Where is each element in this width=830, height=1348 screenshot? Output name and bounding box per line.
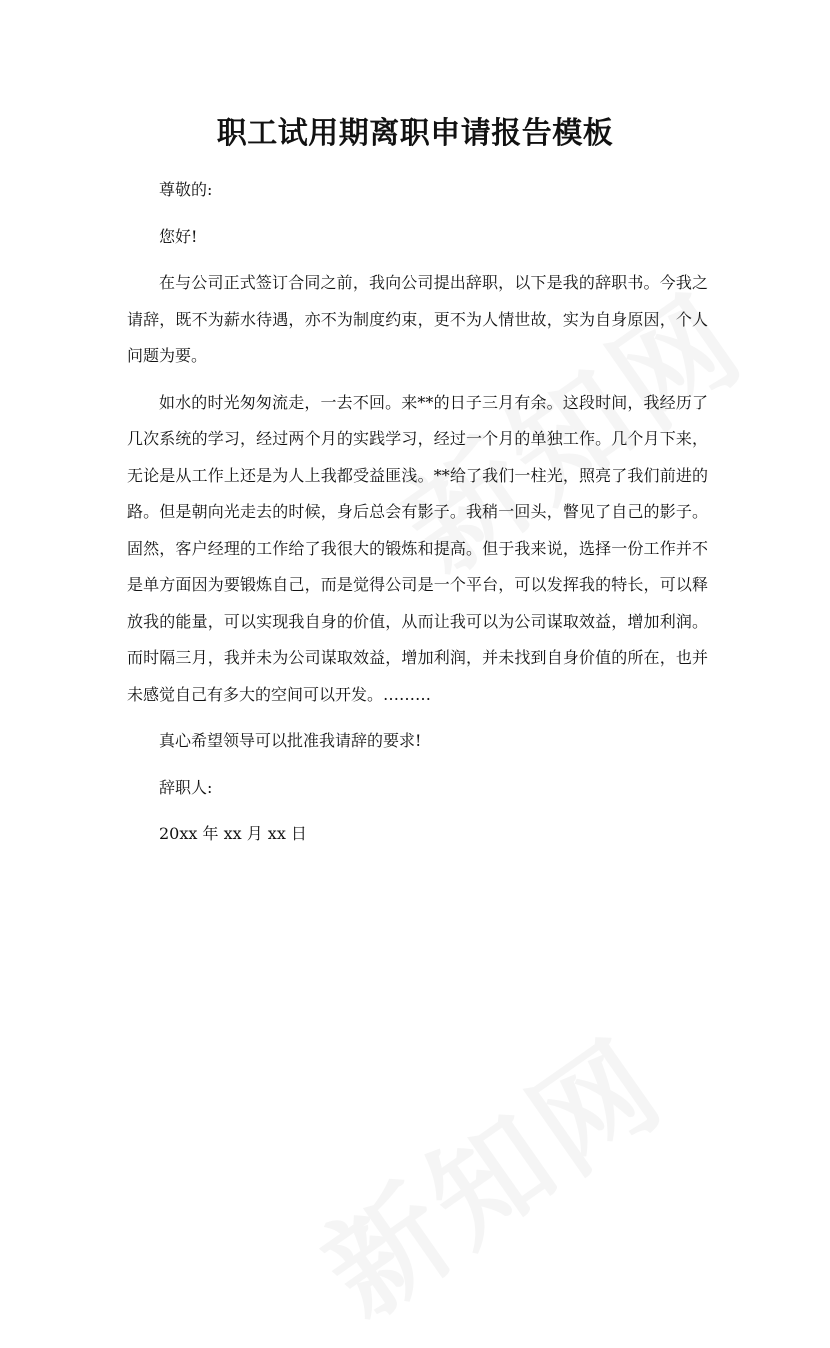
date-line: 20xx 年 xx 月 xx 日: [159, 824, 307, 843]
body-paragraph-1: 在与公司正式签订合同之前，我向公司提出辞职，以下是我的辞职书。今我之请辞，既不为薪水待遇，亦不为制度约束，更不为人情世故，实为自身原因，个人问题为要。: [127, 273, 708, 365]
watermark: [285, 992, 692, 1348]
signature-label: 辞职人:: [159, 777, 213, 797]
document-body: [127, 172, 708, 863]
document-title: 职工试用期离职申请报告模板: [216, 116, 614, 151]
greeting: 您好!: [159, 226, 198, 246]
salutation: 尊敬的:: [159, 180, 213, 199]
closing-line: 真心希望领导可以批准我请辞的要求!: [159, 731, 422, 750]
body-paragraph-2: 如水的时光匆匆流走，一去不回。来**的日子三月有余。这段时间，我经历了几次系统的学习，经过两个月的实践学习，经过一个月的单独工作。几个月下来，无论是从工作上还是为人上我都受益匪浅。**给了我们一柱光，照亮了我们前进的路。但是朝向光走去的时候，身后总会有影子。我稍一回头，瞥见了自己的影子。固然，客户经理的工作给了我很大的锻炼和提高。但于我来说，选择一份工作并不是单方面因为要锻炼自己，而是觉得公司是一个平台，可以发挥我的特长，可以释放我的能量，可以实现我自身的价值，从而让我可以为公司谋取效益，增加利润。而时隔三月，我并未为公司谋取效益，增加利润，并未找到自身价值的所在，也并未感觉自己有多大的空间可以开发。………: [127, 392, 708, 704]
